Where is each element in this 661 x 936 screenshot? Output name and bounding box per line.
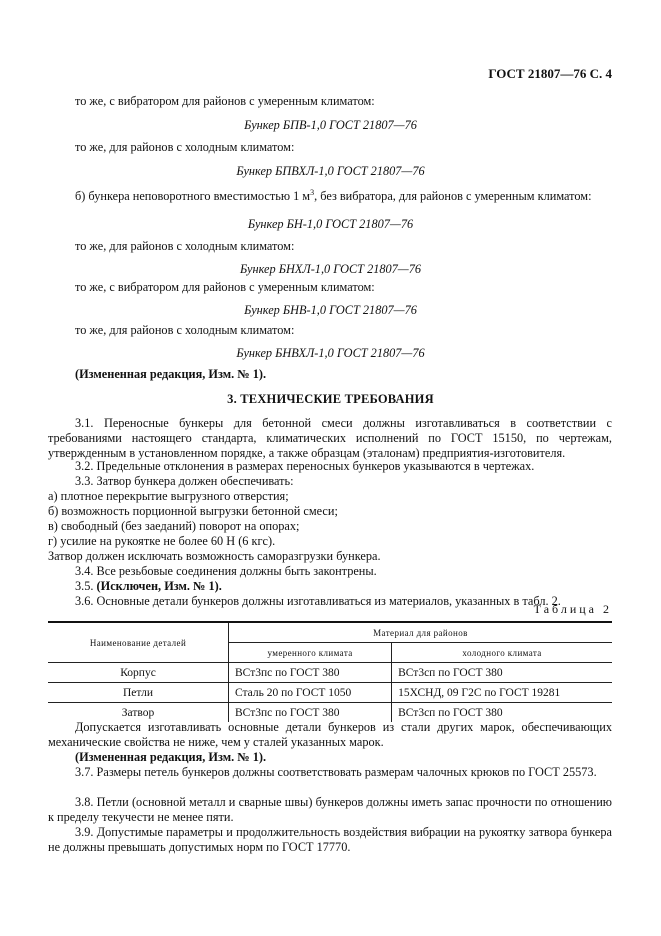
self-unloading-note: Затвор должен исключать возможность саморазгрузки бункера.	[48, 549, 381, 563]
paragraph-3-4: 3.4. Все резьбовые соединения должны быть законтрены.	[75, 564, 377, 578]
designation-mark-6: Бункер БНВХЛ-1,0 ГОСТ 21807—76	[236, 346, 425, 360]
paragraph-3-2: 3.2. Предельные отклонения в размерах переносных бункеров указываются в чертежах.	[75, 459, 535, 473]
cell-cold: 15ХСНД, 09 Г2С по ГОСТ 19281	[392, 683, 612, 703]
designation-mark-2: Бункер БПВХЛ-1,0 ГОСТ 21807—76	[236, 164, 425, 178]
designation-text-4: то же, для районов с холодным климатом:	[75, 239, 295, 253]
paragraph-3-1: 3.1. Переносные бункеры для бетонной смеси должны изготавливаться в соответствии с требованиями настоящего стандарта, климатических исполнений по ГОСТ 15150, по чертежам, утвержденным в установленном порядке, а также образцам (эталонам) предприятия-изготовителя.	[48, 416, 612, 460]
list-item-v: в) свободный (без заеданий) поворот на опорах;	[48, 519, 300, 533]
paragraph-3-6: 3.6. Основные детали бункеров должны изготавливаться из материалов, указанных в табл. 2.	[75, 594, 561, 608]
cell-moderate: ВСт3пс по ГОСТ 380	[229, 663, 392, 683]
cell-moderate: ВСт3пс по ГОСТ 380	[229, 703, 392, 723]
paragraph-3-7: 3.7. Размеры петель бункеров должны соответствовать размерам чалочных крюков по ГОСТ 25573.	[75, 765, 597, 779]
paragraph-3-5: 3.5. (Исключен, Изм. № 1).	[75, 579, 222, 593]
table-row	[48, 683, 612, 703]
paragraph-3-8: 3.8. Петли (основной металл и сварные швы) бункеров должны иметь запас прочности по отношению к пределу текучести не менее пяти.	[48, 795, 612, 824]
amendment-note-2: (Измененная редакция, Изм. № 1).	[75, 750, 267, 764]
cell-name: Затвор	[48, 703, 229, 723]
designation-text-1: то же, с вибратором для районов с умеренным климатом:	[75, 94, 375, 108]
list-item-a: а) плотное перекрытие выгрузного отверстия;	[48, 489, 289, 503]
col-header-moderate: умеренного климата	[229, 643, 392, 663]
designation-text-2: то же, для районов с холодным климатом:	[75, 140, 295, 154]
list-item-b: б) возможность порционной выгрузки бетонной смеси;	[48, 504, 338, 518]
amendment-note-1: (Измененная редакция, Изм. № 1).	[75, 367, 267, 381]
designation-text-6: то же, для районов с холодным климатом:	[75, 323, 295, 337]
cell-name: Корпус	[48, 663, 229, 683]
page-header: ГОСТ 21807—76 С. 4	[488, 66, 612, 81]
allowance-paragraph: Допускается изготавливать основные детали бункеров из стали других марок, обеспечивающих механические свойства не ниже, чем у сталей указанных марок.	[48, 720, 612, 749]
paragraph-3-9: 3.9. Допустимые параметры и продолжительность воздействия вибрации на рукоятку затвора бункера не должны превышать допустимых норм по ГОСТ 17770.	[48, 825, 612, 854]
cell-cold: ВСт3сп по ГОСТ 380	[392, 703, 612, 723]
designation-mark-3: Бункер БН-1,0 ГОСТ 21807—76	[247, 217, 414, 231]
col-header-name: Наименование деталей	[48, 622, 229, 663]
col-header-group: Материал для районов	[229, 622, 613, 643]
cell-moderate: Сталь 20 по ГОСТ 1050	[229, 683, 392, 703]
designation-text-3: б) бункера неповоротного вместимостью 1 $м^3$, без вибратора, для районов с умеренным климатом:	[75, 188, 592, 204]
list-item-g: г) усилие на рукоятке не более 60 Н (6 кгс).	[48, 534, 276, 548]
designation-mark-5: Бункер БНВ-1,0 ГОСТ 21807—76	[244, 303, 417, 317]
designation-mark-4: Бункер БНХЛ-1,0 ГОСТ 21807—76	[239, 262, 422, 276]
col-header-cold: холодного климата	[392, 643, 612, 663]
table-row	[48, 663, 612, 683]
table-caption: Таблица 2	[533, 602, 612, 616]
materials-table	[48, 621, 612, 722]
section-title: 3. ТЕХНИЧЕСКИЕ ТРЕБОВАНИЯ	[227, 392, 434, 406]
designation-text-5: то же, с вибратором для районов с умеренным климатом:	[75, 280, 375, 294]
designation-mark-1: Бункер БПВ-1,0 ГОСТ 21807—76	[244, 118, 417, 132]
cell-cold: ВСт3сп по ГОСТ 380	[392, 663, 612, 683]
cell-name: Петли	[48, 683, 229, 703]
paragraph-3-3: 3.3. Затвор бункера должен обеспечивать:	[75, 474, 294, 488]
